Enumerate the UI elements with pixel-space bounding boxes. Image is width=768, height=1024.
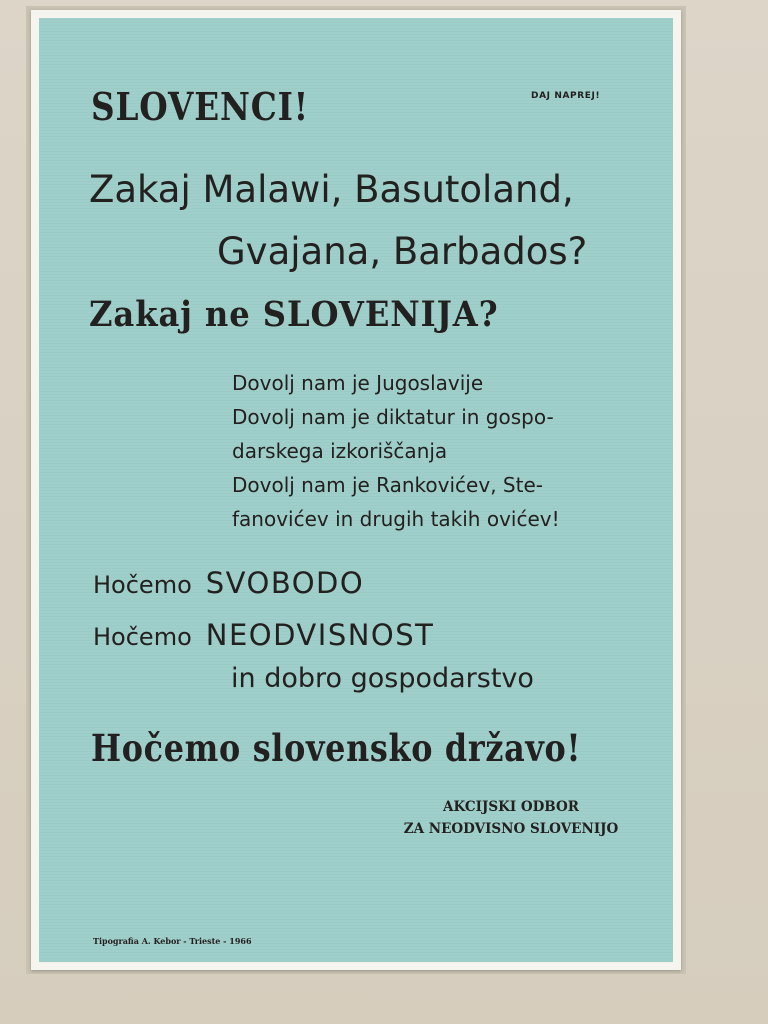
demand-independence	[93, 618, 434, 652]
signature-line-2: ZA NEODVISNO SLOVENIJO	[403, 821, 619, 837]
demand-freedom	[93, 566, 364, 600]
grievance-line: Dovolj nam je Jugoslavije	[232, 371, 484, 395]
demand-word: SVOBODO	[205, 566, 365, 600]
signature-line-1: AKCIJSKI ODBOR	[443, 799, 579, 815]
question-main: Zakaj ne SLOVENIJA?	[89, 294, 499, 335]
demand-word: NEODVISNOST	[205, 618, 435, 652]
printer-imprint: Tipografia A. Kebor - Trieste - 1966	[93, 936, 252, 946]
poster-heading: SLOVENCI!	[91, 84, 309, 129]
signature-block	[399, 796, 623, 840]
question-line-1: Zakaj Malawi, Basutoland,	[89, 168, 574, 211]
poster-sheet	[39, 18, 673, 962]
demand-prefix: Hočemo	[93, 571, 192, 599]
grievance-line: Dovolj nam je diktatur in gospo-	[232, 405, 554, 429]
grievance-list	[232, 366, 560, 536]
demand-continuation: in dobro gospodarstvo	[231, 663, 534, 694]
final-slogan: Hočemo slovensko državo!	[91, 726, 582, 770]
grievance-line: Dovolj nam je Rankovićev, Ste-	[232, 473, 543, 497]
grievance-line: fanovićev in drugih takih ovićev!	[232, 507, 560, 531]
question-line-2: Gvajana, Barbados?	[217, 230, 588, 273]
corner-note: DAJ NAPREJ!	[531, 91, 601, 101]
demand-prefix: Hočemo	[93, 623, 192, 651]
grievance-line: darskega izkoriščanja	[232, 439, 448, 463]
